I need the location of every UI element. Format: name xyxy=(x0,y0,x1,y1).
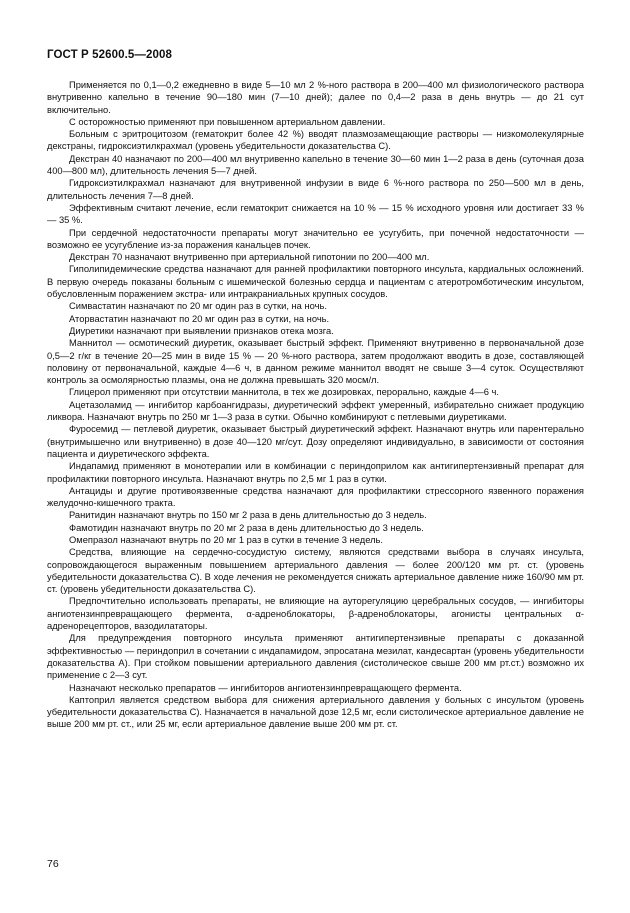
page-header-title: ГОСТ Р 52600.5—2008 xyxy=(47,49,172,61)
paragraph: Глицерол применяют при отсутствии маннитола, в тех же дозировках, перорально, каждые 4—6 ч. xyxy=(69,387,499,398)
document-body xyxy=(47,79,584,731)
paragraph: С осторожностью применяют при повышенном артериальном давлении. xyxy=(69,116,386,127)
paragraph: Гиполипидемические средства назначают для ранней профилактики повторного инсульта, кардиальных осложнений. В первую очередь показаны больным с ишемической болезнью сердца и пациентам с атеротромботическим инсультом, обусловленным поражением экстра- или интракраниальных крупных сосудов. xyxy=(47,264,584,300)
paragraph: Для предупреждения повторного инсульта применяют антигипертензивные препараты с доказанной эффективностью — периндоприл в сочетании с индапамидом, эпросатана мезилат, кандесартан (уровень убедительности доказательства А). При стойком повышении артериального давления (систолическое свыше 200 мм рт.ст.) возможно их применение с 2—3 сут. xyxy=(47,633,584,681)
paragraph: Средства, влияющие на сердечно-сосудистую систему, являются средствами выбора в случаях инсульта, сопровождающегося выраженным повышением артериального давления — более 200/120 мм рт. ст. (уровень убедительности доказательства С). В ходе лечения не рекомендуется снижать артериальное давление ниже 160/90 мм рт. ст. (уровень убедительности доказательства С). xyxy=(47,547,584,595)
paragraph: Маннитол — осмотический диуретик, оказывает быстрый эффект. Применяют внутривенно в первоначальной дозе 0,5—2 г/кг в течение 20—25 мин в виде 15 % — 20 %-ного раствора, затем продолжают вводить в дозе, составляющей половину от первоначальной, каждые 4—6 ч, в данном режиме маннитол вводят не свыше 3—4 суток. Осуществляют контроль за осмолярностью плазмы, она не должна превышать 320 мосм/л. xyxy=(47,338,584,386)
paragraph: При сердечной недостаточности препараты могут значительно ее усугубить, при почечной недостаточности — возможно ее усугубление из-за поражения канальцев почек. xyxy=(47,227,584,250)
paragraph: Назначают несколько препаратов — ингибиторов ангиотензинпревращающего фермента. xyxy=(69,682,462,693)
page-number: 76 xyxy=(47,858,59,870)
paragraph: Фуросемид — петлевой диуретик, оказывает быстрый диуретический эффект. Назначают внутрь или парентерально (внутримышечно или внутривенно) в дозе 40—120 мг/сут. Дозу определяют индивидуально, в зависимости от состояния пациента и диуретического эффекта. xyxy=(47,424,584,459)
paragraph: Индапамид применяют в монотерапии или в комбинации с периндоприлом как антигипертензивный препарат для профилактики повторного инсульта. Назначают внутрь по 2,5 мг 1 раз в сутки. xyxy=(47,461,584,484)
paragraph: Предпочтительно использовать препараты, не влияющие на ауторегуляцию церебральных сосудов, — ингибиторы ангиотензинпревращающего фермента, α-адреноблокаторы, β-адреноблокаторы, агонисты центральных α-адренорецепторов, вазодилататоры. xyxy=(47,596,584,632)
paragraph: Ранитидин назначают внутрь по 150 мг 2 раза в день длительностью до 3 недель. xyxy=(69,510,427,521)
paragraph: Применяется по 0,1—0,2 ежедневно в виде 5—10 мл 2 %-ного раствора в 200—400 мл физиологического раствора внутривенно капельно в течение 90—180 мин (7—10 дней); далее по 0,4—2 раза в день внутрь — до 21 сут включительно. xyxy=(47,80,584,115)
paragraph: Каптоприл является средством выбора для снижения артериального давления у больных с инсультом (уровень убедительности доказательства С). Назначается в начальной дозе 12,5 мг, если систолическое артериальное давление не выше 200 мм рт. ст., или 25 мг, если артериальное давление выше 200 мм рт. ст. xyxy=(47,694,584,730)
paragraph: Диуретики назначают при выявлении признаков отека мозга. xyxy=(69,325,334,336)
paragraph: Аторвастатин назначают по 20 мг один раз в сутки, на ночь. xyxy=(69,313,330,324)
paragraph: Ацетазоламид — ингибитор карбоангидразы, диуретический эффект умеренный, избирательно снижает продукцию ликвора. Назначают внутрь по 250 мг 1—3 раза в сутки. Обычно комбинируют с петлевыми диуретиками. xyxy=(47,399,584,423)
paragraph: Больным с эритроцитозом (гематокрит более 42 %) вводят плазмозамещающие растворы — низкомолекулярные декстраны, гидроксиэтилкрахмал (уровень убедительности доказательства С). xyxy=(47,129,584,152)
paragraph: Симвастатин назначают по 20 мг один раз в сутки, на ночь. xyxy=(69,301,327,312)
paragraph: Гидроксиэтилкрахмал назначают для внутривенной инфузии в виде 6 %-ного раствора по 250—500 мл в день, длительность лечения 7—8 дней. xyxy=(47,178,584,201)
paragraph: Омепразол назначают внутрь по 20 мг 1 раз в сутки в течение 3 недель. xyxy=(69,534,383,545)
paragraph: Фамотидин назначают внутрь по 20 мг 2 раза в день длительностью до 3 недель. xyxy=(69,522,424,533)
paragraph: Декстран 70 назначают внутривенно при артериальной гипотонии по 200—400 мл. xyxy=(69,252,430,263)
paragraph: Декстран 40 назначают по 200—400 мл внутривенно капельно в течение 30—60 мин 1—2 раза в день (суточная доза 400—800 мл), длительность лечения 5—7 дней. xyxy=(47,153,584,177)
paragraph: Антациды и другие противоязвенные средства назначают для профилактики стрессорного язвенного поражения желудочно-кишечного тракта. xyxy=(47,485,584,509)
paragraph: Эффективным считают лечение, если гематокрит снижается на 10 % — 15 % исходного уровня или достигает 33 % — 35 %. xyxy=(47,202,584,226)
